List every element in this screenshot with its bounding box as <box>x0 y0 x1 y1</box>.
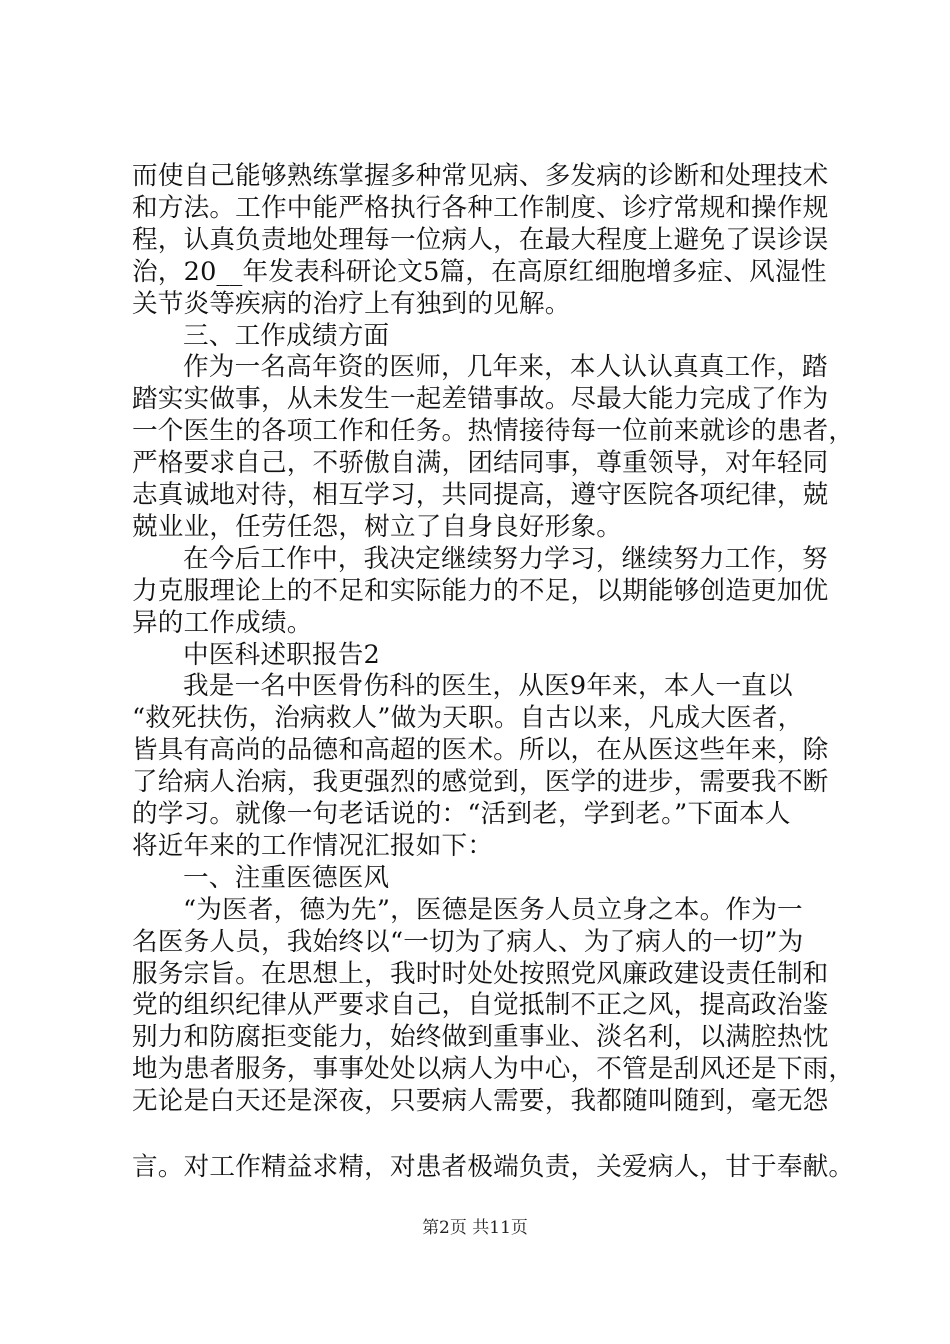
body-line: “救死扶伤，治病救人”做为天职。自古以来，凡成大医者， <box>132 703 804 734</box>
page-number: 第2页 共11页 <box>422 1218 528 1238</box>
body-line: 程，认真负责地处理每一位病人，在最大程度上避免了误诊误 <box>132 224 829 255</box>
body-line: 踏实实做事，从未发生一起差错事故。尽最大能力完成了作为 <box>132 384 829 415</box>
body-line: 一个医生的各项工作和任务。热情接待每一位前来就诊的患者， <box>132 416 855 447</box>
section-heading: 三、工作成绩方面 <box>183 320 390 351</box>
body-line: 党的组织纪律从严要求自己，自觉抵制不正之风，提高政治鉴 <box>132 990 829 1021</box>
body-line: 严格要求自己，不骄傲自满，团结同事，尊重领导，对年轻同 <box>132 448 829 479</box>
body-line: 服务宗旨。在思想上，我时时处处按照党风廉政建设责任制和 <box>132 958 829 989</box>
report-title: 中医科述职报告2 <box>183 639 381 670</box>
body-line: 治，20__年发表科研论文5篇，在高原红细胞增多症、风湿性 <box>132 256 827 287</box>
paragraph-start: “为医者，德为先”，医德是医务人员立身之本。作为一 <box>183 894 803 925</box>
body-line: 的学习。就像一句老话说的：“活到老，学到老。”下面本人 <box>132 799 791 829</box>
body-line: 名医务人员，我始终以“一切为了病人、为了病人的一切”为 <box>132 926 804 957</box>
body-line: 兢业业，任劳任怨，树立了自身良好形象。 <box>132 511 623 542</box>
body-line: 了给病人治病，我更强烈的感觉到，医学的进步，需要我不断 <box>132 767 829 798</box>
page-footer <box>0 1216 950 1240</box>
body-line: 将近年来的工作情况汇报如下： <box>132 830 494 861</box>
body-line: 言。对工作精益求精，对患者极端负责，关爱病人，甘于奉献。 <box>132 1152 855 1182</box>
body-line: 无论是白天还是深夜，只要病人需要，我都随叫随到，毫无怨 <box>132 1086 829 1117</box>
body-line: 异的工作成绩。 <box>132 607 313 638</box>
body-line: 力克服理论上的不足和实际能力的不足，以期能够创造更加优 <box>132 575 829 606</box>
paragraph-start: 我是一名中医骨伤科的医生，从医9年来，本人一直以 <box>183 671 793 702</box>
body-line: 皆具有高尚的品德和高超的医术。所以，在从医这些年来，除 <box>132 735 829 766</box>
body-line: 别力和防腐拒变能力，始终做到重事业、淡名利，以满腔热忱 <box>132 1022 829 1053</box>
section-heading: 一、注重医德医风 <box>183 862 390 893</box>
body-line: 而使自己能够熟练掌握多种常见病、多发病的诊断和处理技术 <box>132 161 829 191</box>
paragraph-start: 在今后工作中，我决定继续努力学习，继续努力工作，努 <box>183 543 828 574</box>
paragraph-start: 作为一名高年资的医师，几年来，本人认认真真工作，踏 <box>183 352 828 383</box>
body-line: 关节炎等疾病的治疗上有独到的见解。 <box>132 288 571 319</box>
body-line: 和方法。工作中能严格执行各种工作制度、诊疗常规和操作规 <box>132 192 829 223</box>
body-line: 地为患者服务，事事处处以病人为中心，不管是刮风还是下雨， <box>132 1054 855 1085</box>
body-line: 志真诚地对待，相互学习，共同提高，遵守医院各项纪律，兢 <box>132 480 829 510</box>
